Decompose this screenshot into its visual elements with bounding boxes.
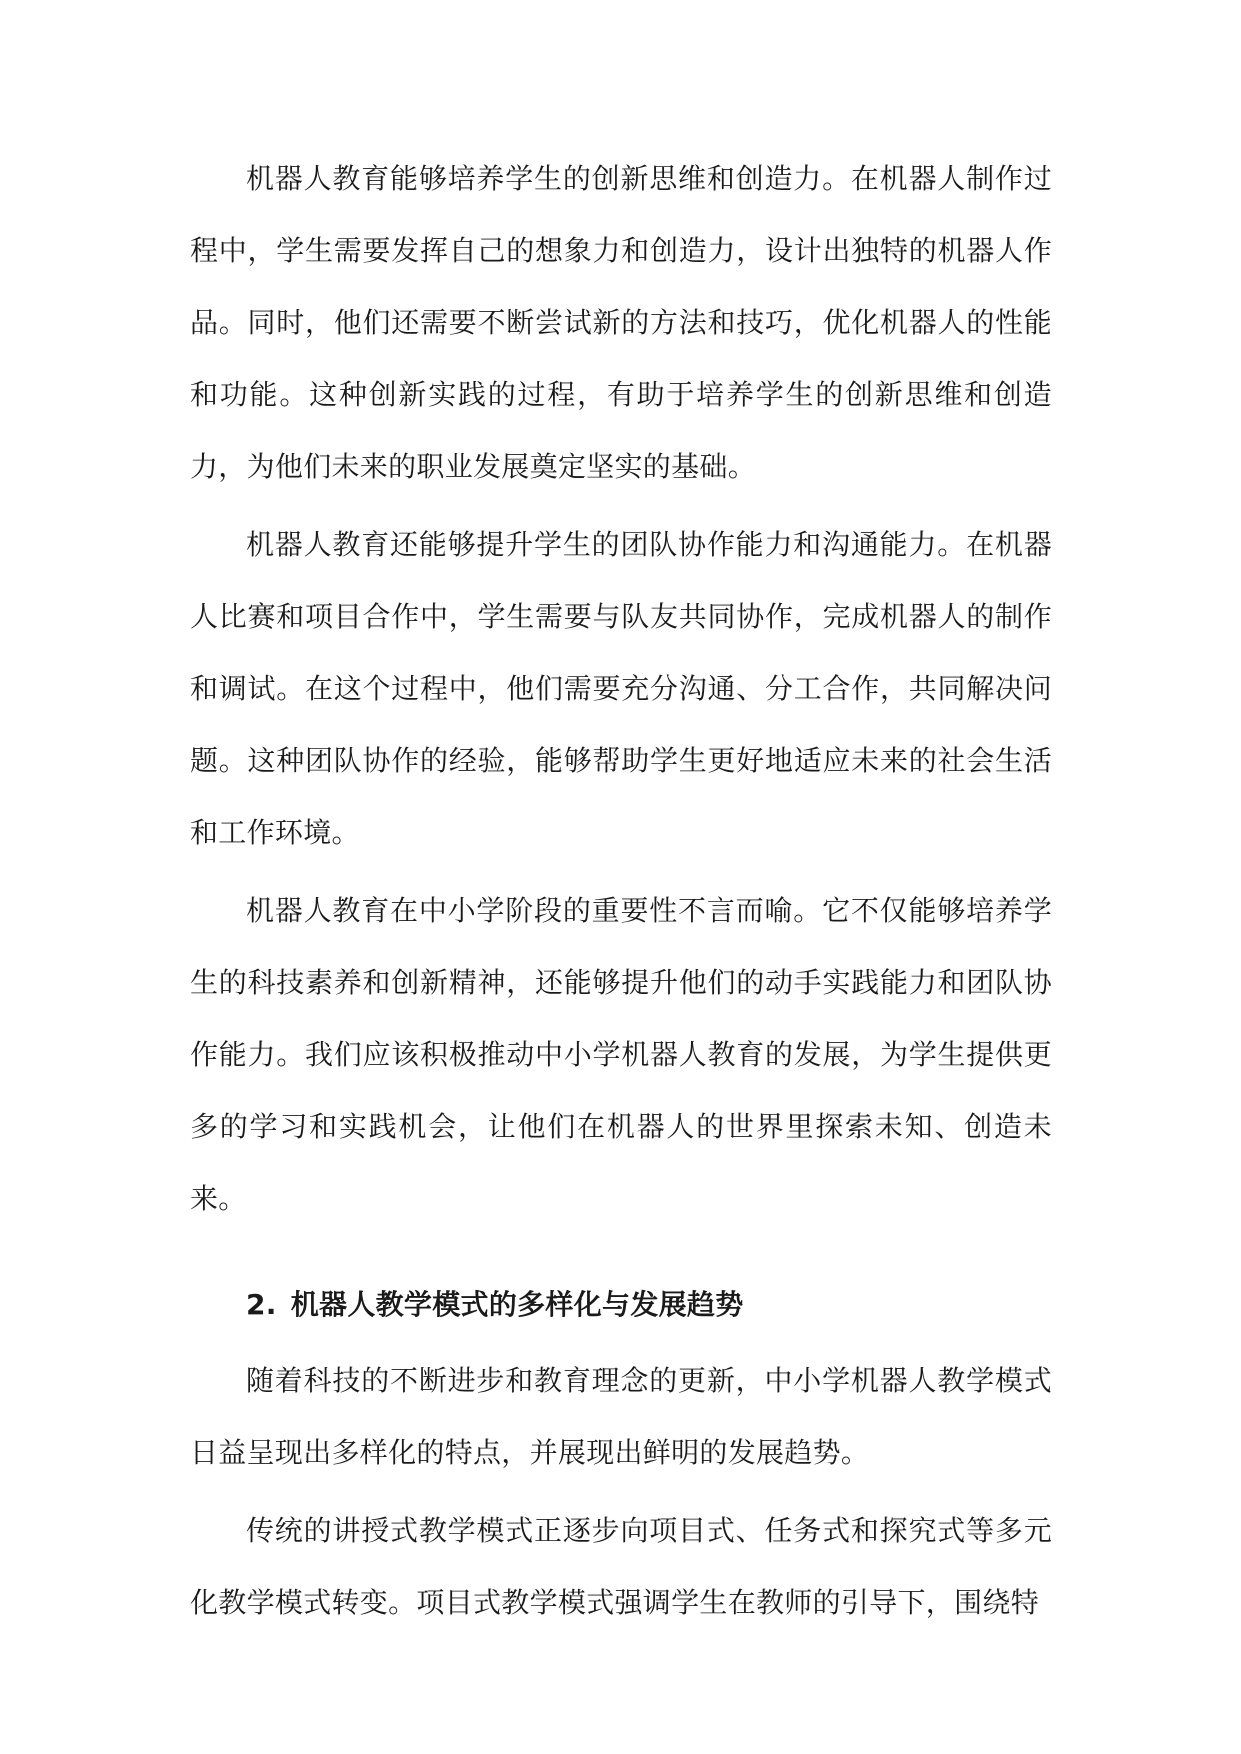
paragraph: 机器人教育还能够提升学生的团队协作能力和沟通能力。在机器人比赛和项目合作中，学生需要与队友共同协作，完成机器人的制作和调试。在这个过程中，他们需要充分沟通、分工合作，共同解决问题。这种团队协作的经验，能够帮助学生更好地适应未来的社会生活和工作环境。 [190,528,1052,849]
document-body [190,143,1052,1645]
paragraph: 机器人教育在中小学阶段的重要性不言而喻。它不仅能够培养学生的科技素养和创新精神，还能够提升他们的动手实践能力和团队协作能力。我们应该积极推动中小学机器人教育的发展，为学生提供更多的学习和实践机会，让他们在机器人的世界里探索未知、创造未来。 [190,894,1052,1215]
section-number: 2. [246,1288,277,1321]
paragraph: 随着科技的不断进步和教育理念的更新，中小学机器人教学模式日益呈现出多样化的特点，并展现出鲜明的发展趋势。 [190,1364,1052,1469]
paragraph: 机器人教育能够培养学生的创新思维和创造力。在机器人制作过程中，学生需要发挥自己的想象力和创造力，设计出独特的机器人作品。同时，他们还需要不断尝试新的方法和技巧，优化机器人的性能和功能。这种创新实践的过程，有助于培养学生的创新思维和创造力，为他们未来的职业发展奠定坚实的基础。 [190,162,1052,483]
paragraph: 传统的讲授式教学模式正逐步向项目式、任务式和探究式等多元化教学模式转变。项目式教学模式强调学生在教师的引导下，围绕特 [190,1514,1052,1619]
section-heading [190,1269,1052,1341]
section-title: 机器人教学模式的多样化与发展趋势 [290,1288,744,1321]
